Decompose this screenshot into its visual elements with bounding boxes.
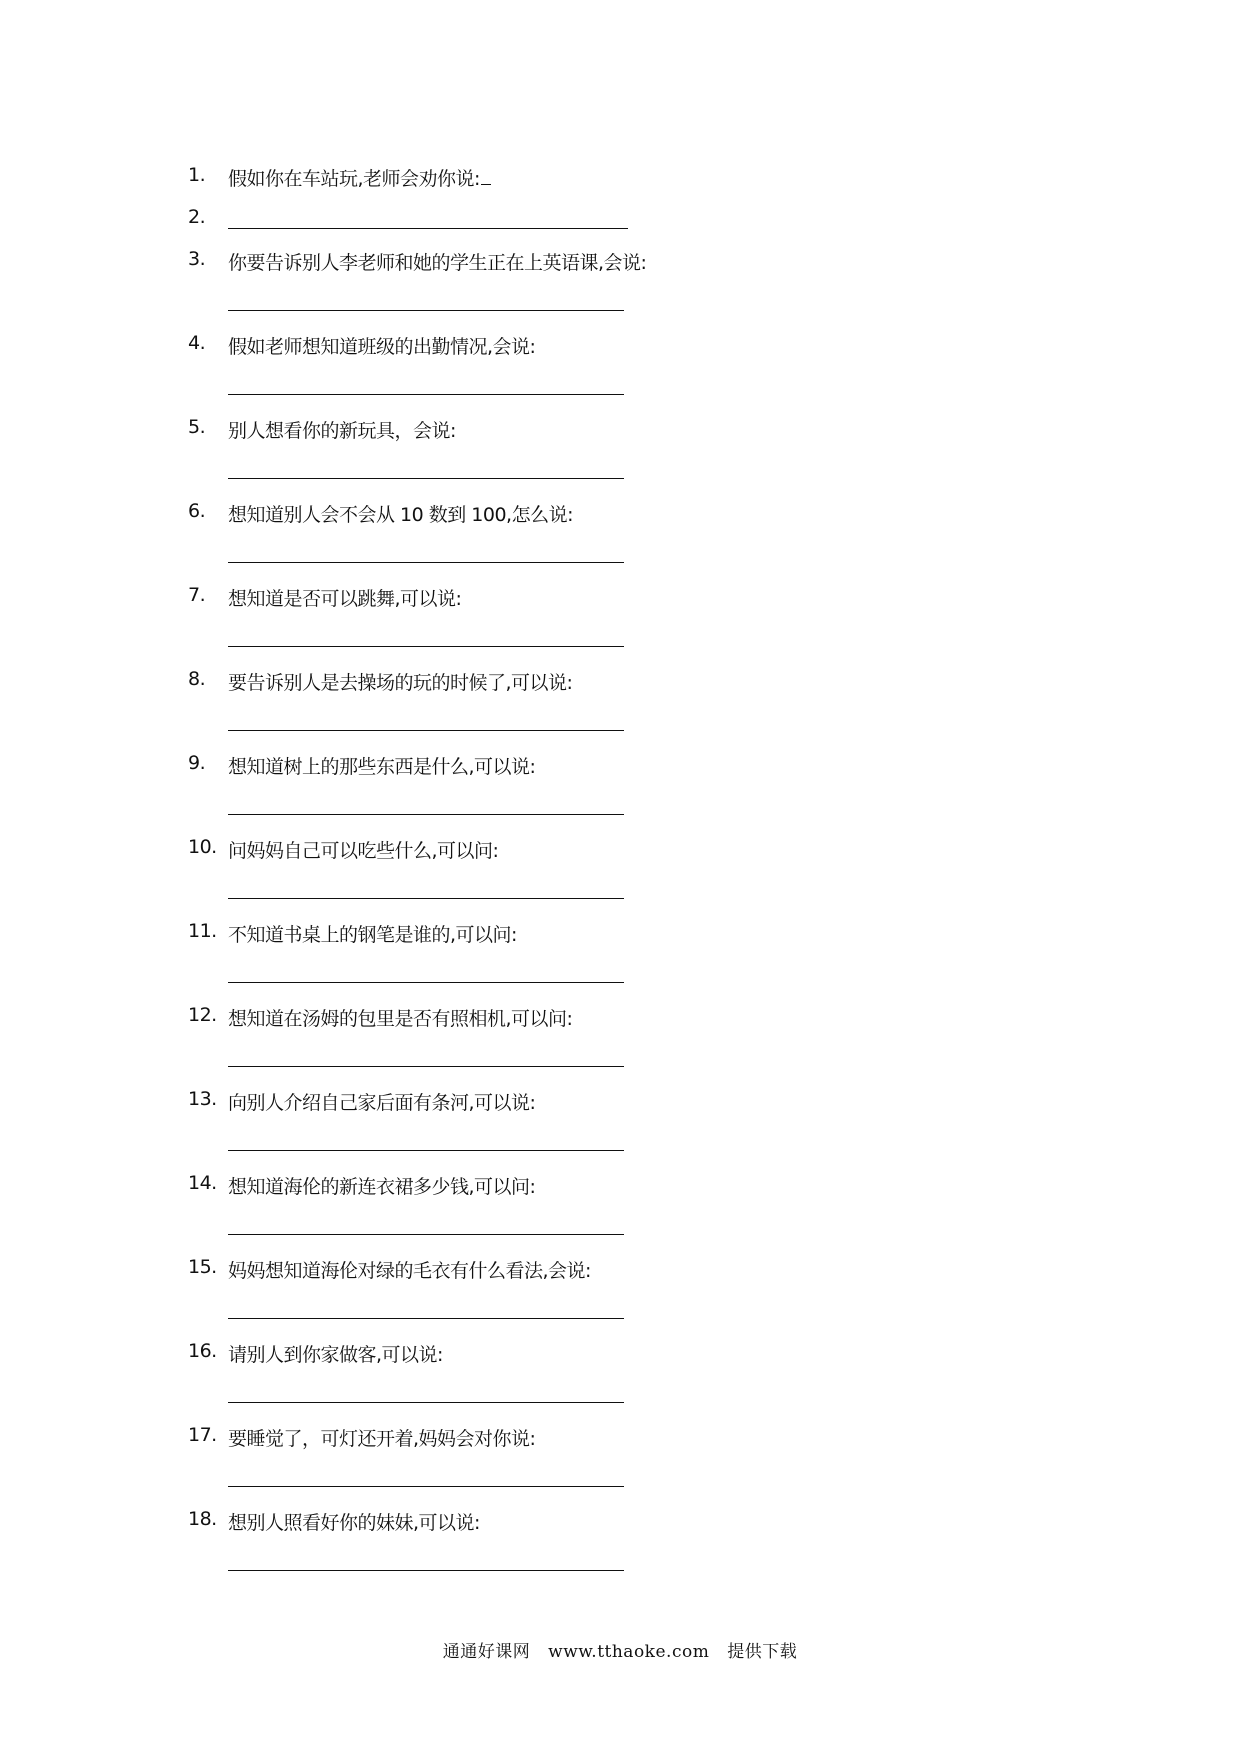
answer-line[interactable] [228, 1234, 624, 1235]
question-item [188, 1420, 688, 1504]
answer-line[interactable] [228, 1570, 624, 1571]
question-text: 想知道海伦的新连衣裙多少钱,可以问: [228, 1176, 536, 1198]
question-text: 别人想看你的新玩具，会说: [228, 420, 456, 442]
footer-url[interactable]: www.tthaoke.com [548, 1642, 710, 1662]
answer-line[interactable] [228, 646, 624, 647]
answer-line[interactable] [228, 1402, 624, 1403]
question-item [188, 1252, 688, 1336]
question-number: 12. [188, 1004, 217, 1026]
question-item [188, 328, 688, 412]
question-item [188, 1000, 688, 1084]
answer-line[interactable] [228, 1066, 624, 1067]
question-item [188, 244, 688, 328]
question-text: 想知道是否可以跳舞,可以说: [228, 588, 462, 610]
question-item [188, 748, 688, 832]
question-number: 11. [188, 920, 217, 942]
question-item [188, 664, 688, 748]
question-text: 你要告诉别人李老师和她的学生正在上英语课,会说: [228, 252, 647, 274]
question-number: 17. [188, 1424, 217, 1446]
question-number: 10. [188, 836, 217, 858]
answer-line[interactable] [228, 228, 628, 229]
answer-line[interactable] [228, 898, 624, 899]
question-number: 14. [188, 1172, 217, 1194]
question-text: 想别人照看好你的妹妹,可以说: [228, 1512, 480, 1534]
question-number: 3. [188, 248, 206, 270]
question-text: 要告诉别人是去操场的玩的时候了,可以说: [228, 672, 573, 694]
question-number: 7. [188, 584, 206, 606]
question-number: 4. [188, 332, 206, 354]
question-number: 6. [188, 500, 206, 522]
answer-blank-short [481, 184, 491, 185]
question-item [188, 832, 688, 916]
answer-line[interactable] [228, 1150, 624, 1151]
question-number: 5. [188, 416, 206, 438]
question-item [188, 1504, 688, 1588]
question-text [228, 164, 491, 191]
question-number: 8. [188, 668, 206, 690]
answer-line[interactable] [228, 310, 624, 311]
question-text: 请别人到你家做客,可以说: [228, 1344, 443, 1366]
answer-line[interactable] [228, 1318, 624, 1319]
question-number: 2. [188, 206, 206, 228]
question-text: 问妈妈自己可以吃些什么,可以问: [228, 840, 499, 862]
answer-line[interactable] [228, 478, 624, 479]
question-text: 假如老师想知道班级的出勤情况,会说: [228, 336, 536, 358]
question-item [188, 202, 688, 244]
question-number: 18. [188, 1508, 217, 1530]
question-text: 不知道书桌上的钢笔是谁的,可以问: [228, 924, 517, 946]
question-item [188, 916, 688, 1000]
answer-line[interactable] [228, 814, 624, 815]
question-item [188, 412, 688, 496]
question-item [188, 1084, 688, 1168]
answer-line[interactable] [228, 562, 624, 563]
question-number: 1. [188, 164, 206, 186]
question-item [188, 496, 688, 580]
question-number: 9. [188, 752, 206, 774]
answer-line[interactable] [228, 982, 624, 983]
question-item [188, 1336, 688, 1420]
question-item [188, 160, 688, 202]
footer-suffix: 提供下载 [727, 1642, 798, 1662]
question-list [188, 160, 688, 1588]
question-text: 想知道在汤姆的包里是否有照相机,可以问: [228, 1008, 573, 1030]
question-number: 16. [188, 1340, 217, 1362]
answer-line[interactable] [228, 1486, 624, 1487]
question-text: 想知道别人会不会从 10 数到 100,怎么说: [228, 504, 574, 526]
question-text: 要睡觉了，可灯还开着,妈妈会对你说: [228, 1428, 536, 1450]
footer-site-name: 通通好课网 [442, 1642, 531, 1662]
page-footer [0, 1637, 1240, 1662]
answer-line[interactable] [228, 394, 624, 395]
question-text: 向别人介绍自己家后面有条河,可以说: [228, 1092, 536, 1114]
question-text: 妈妈想知道海伦对绿的毛衣有什么看法,会说: [228, 1260, 591, 1282]
question-text: 想知道树上的那些东西是什么,可以说: [228, 756, 536, 778]
answer-line[interactable] [228, 730, 624, 731]
question-item [188, 580, 688, 664]
question-number: 15. [188, 1256, 217, 1278]
question-item [188, 1168, 688, 1252]
question-number: 13. [188, 1088, 217, 1110]
question-text-content: 假如你在车站玩,老师会劝你说: [228, 168, 480, 190]
